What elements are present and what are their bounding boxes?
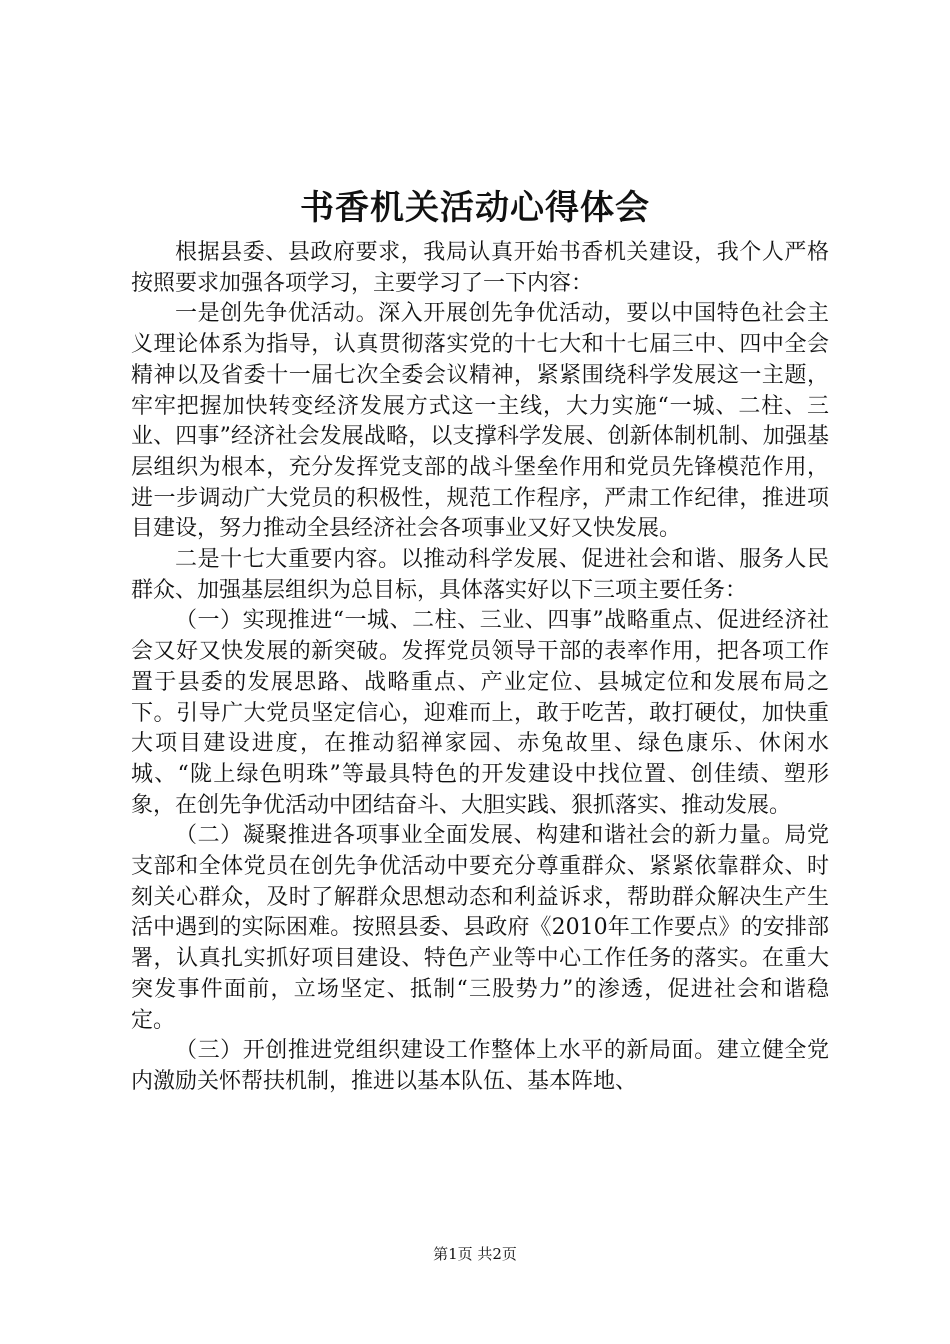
paragraph-task-3: （三）开创推进党组织建设工作整体上水平的新局面。建立健全党内激励关怀帮扶机制，推进以基本队伍、基本阵地、 bbox=[131, 1038, 829, 1094]
document-body bbox=[131, 238, 829, 1098]
paragraph-2: 二是十七大重要内容。以推动科学发展、促进社会和谐、服务人民群众、加强基层组织为总目标，具体落实好以下三项主要任务： bbox=[131, 547, 829, 603]
paragraph-task-1: （一）实现推进“一城、二柱、三业、四事”战略重点、促进经济社会又好又快发展的新突破。发挥党员领导干部的表率作用，把各项工作置于县委的发展思路、战略重点、产业定位、县城定位和发展布局之下。引导广大党员坚定信心，迎难而上，敢于吃苦，敢打硬仗，加快重大项目建设进度，在推动貂禅家园、赤兔故里、绿色康乐、休闲水城、“陇上绿色明珠”等最具特色的开发建设中找位置、创佳绩、塑形象，在创先争优活动中团结奋斗、大胆实践、狠抓落实、推动发展。 bbox=[131, 608, 829, 818]
paragraph-1: 一是创先争优活动。深入开展创先争优活动，要以中国特色社会主义理论体系为指导，认真贯彻落实党的十七大和十七届三中、四中全会精神以及省委十一届七次全委会议精神，紧紧围绕科学发展这一主题，牢牢把握加快转变经济发展方式这一主线，大力实施“一城、二柱、三业、四事”经济社会发展战略，以支撑科学发展、创新体制机制、加强基层组织为根本，充分发挥党支部的战斗堡垒作用和党员先锋模范作用，进一步调动广大党员的积极性，规范工作程序，严肃工作纪律，推进项目建设，努力推动全县经济社会各项事业又好又快发展。 bbox=[131, 301, 829, 542]
document-title: 书香机关活动心得体会 bbox=[300, 188, 650, 228]
paragraph-intro: 根据县委、县政府要求，我局认真开始书香机关建设，我个人严格按照要求加强各项学习，主要学习了一下内容： bbox=[131, 240, 829, 296]
page-footer: 第1页 共2页 bbox=[433, 1245, 517, 1263]
paragraph-task-2: （二）凝聚推进各项事业全面发展、构建和谐社会的新力量。局党支部和全体党员在创先争优活动中要充分尊重群众、紧紧依靠群众、时刻关心群众，及时了解群众思想动态和利益诉求，帮助群众解决生产生活中遇到的实际困难。按照县委、县政府《2010年工作要点》的安排部署，认真扎实抓好项目建设、特色产业等中心工作任务的落实。在重大突发事件面前，立场坚定、抵制“三股势力”的渗透，促进社会和谐稳定。 bbox=[131, 823, 829, 1033]
